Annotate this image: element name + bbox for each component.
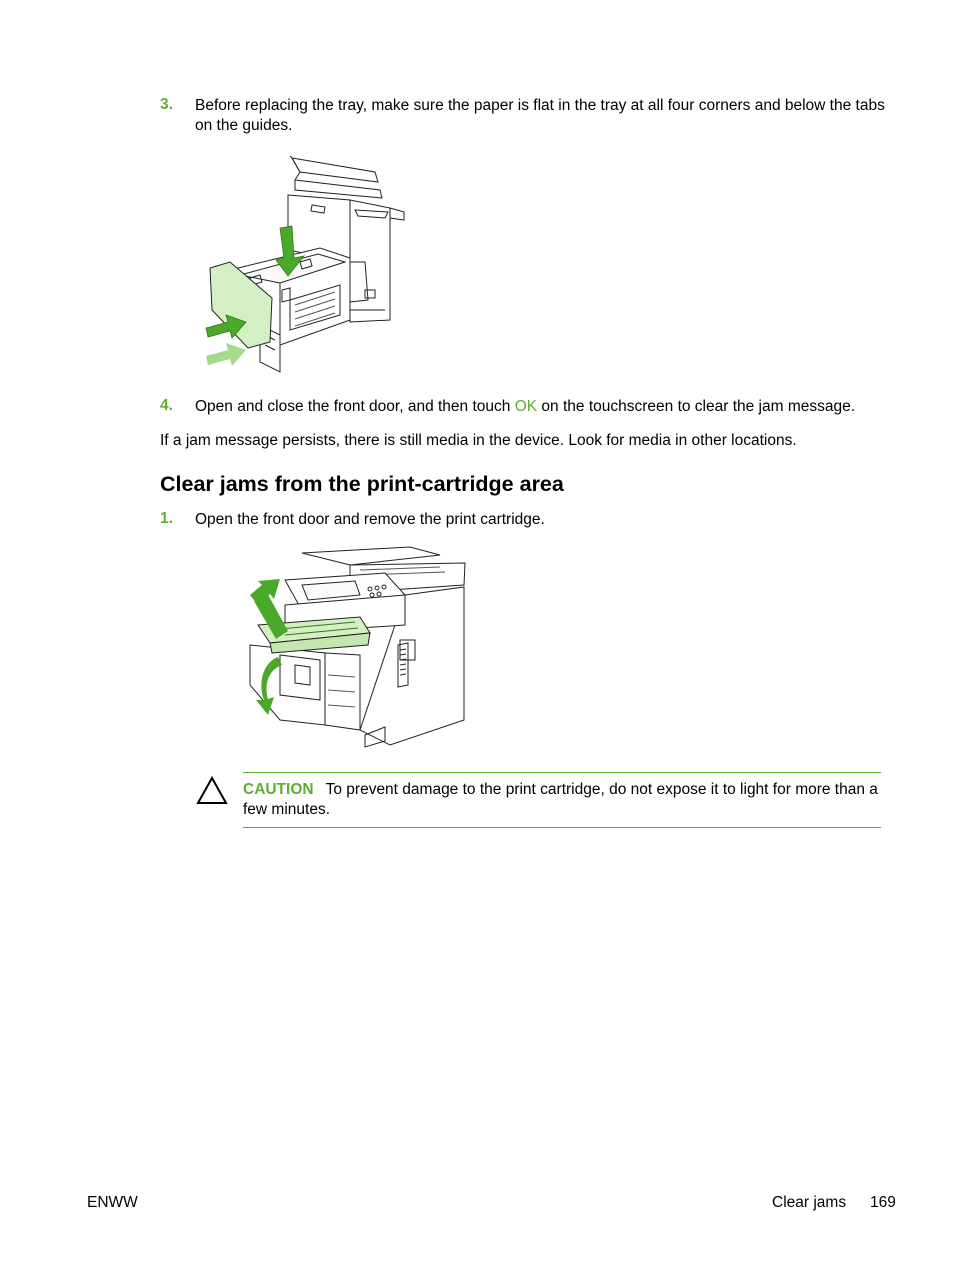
- step-1-number: 1.: [160, 510, 173, 527]
- section-heading: Clear jams from the print-cartridge area: [160, 472, 564, 496]
- ok-term: OK: [514, 398, 538, 415]
- caution-text: To prevent damage to the print cartridge, do not expose it to light for more than a few minutes.: [243, 781, 878, 818]
- step-4-number: 4.: [160, 397, 173, 414]
- caution-triangle-icon: [196, 776, 228, 806]
- tray-illustration: [200, 150, 410, 378]
- step-3-text: Before replacing the tray, make sure the paper is flat in the tray at all four corners and below the tabs on the guides.: [195, 97, 885, 134]
- jam-persists-paragraph: If a jam message persists, there is still media in the device. Look for media in other locations.: [160, 432, 797, 449]
- step-4-text-after: on the touchscreen to clear the jam message.: [537, 398, 856, 415]
- step-1-text: Open the front door and remove the print cartridge.: [195, 511, 545, 528]
- cartridge-illustration: [240, 545, 470, 753]
- step-3-number: 3.: [160, 96, 173, 113]
- caution-label: CAUTION: [243, 781, 314, 798]
- footer-page-number: 169: [870, 1194, 896, 1211]
- footer-section: Clear jams: [772, 1194, 847, 1211]
- caution-note: [243, 772, 881, 828]
- footer-left: ENWW: [87, 1194, 138, 1211]
- step-4-text-before: Open and close the front door, and then touch: [195, 398, 515, 415]
- step-4-text: [195, 397, 895, 417]
